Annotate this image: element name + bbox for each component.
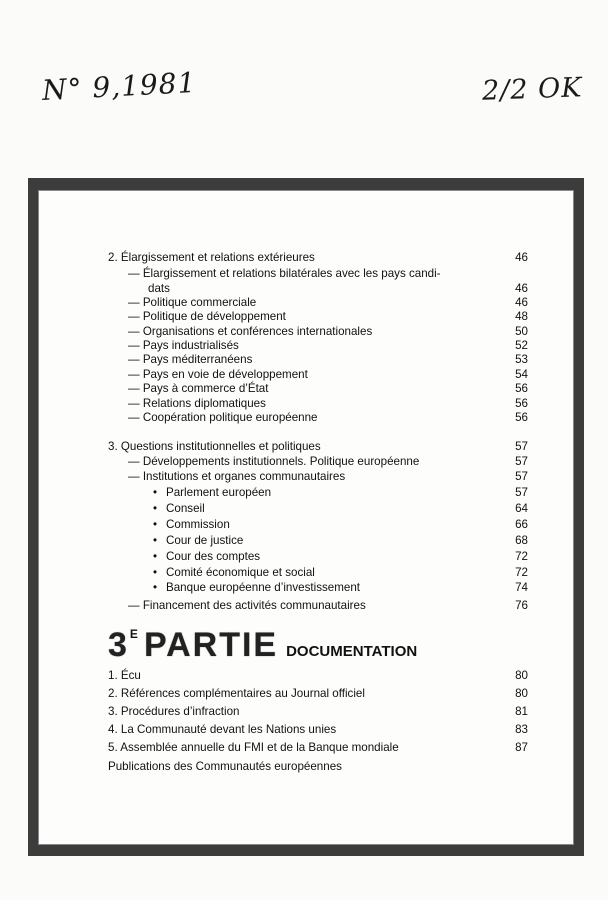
section-3-title: 3. Questions institutionnelles et politiques: [108, 440, 321, 453]
toc-entry: 5. Assemblée annuelle du FMI et de la Banque mondiale: [108, 741, 399, 754]
toc-entry: — Pays méditerranéens: [128, 353, 253, 366]
toc-entry: — Politique de développement: [128, 310, 286, 323]
toc-entry: — Relations diplomatiques: [128, 397, 266, 410]
contents-frame: [28, 178, 584, 856]
toc-bullet-entry: • Parlement européen: [144, 486, 271, 500]
toc-page: 56: [515, 397, 528, 410]
toc-page: 54: [515, 368, 528, 381]
toc-bullet-entry: • Comité économique et social: [144, 566, 315, 580]
toc-page: 80: [515, 687, 528, 700]
toc-bullet-entry: • Cour de justice: [144, 534, 243, 548]
toc-entry: — Pays industrialisés: [128, 339, 239, 352]
section-2-title: 2. Élargissement et relations extérieures: [108, 251, 315, 264]
toc-page: 57: [515, 470, 528, 483]
bullet-icon: •: [152, 566, 158, 579]
contents-body: [38, 190, 574, 845]
toc-bullet-entry: • Cour des comptes: [144, 550, 260, 564]
toc-page: 57: [515, 486, 528, 499]
toc-footer-entry: Publications des Communautés européennes: [108, 760, 342, 773]
toc-page: 80: [515, 669, 528, 682]
toc-entry: — Élargissement et relations bilatérales avec les pays candi-: [128, 267, 441, 280]
toc-entry: dats: [148, 282, 170, 295]
handwritten-issue-number: N° 9,1981: [41, 65, 198, 108]
toc-page: 46: [515, 296, 528, 309]
bullet-icon: •: [152, 581, 158, 594]
toc-entry: — Pays en voie de développement: [128, 368, 308, 381]
toc-entry: — Coopération politique européenne: [128, 411, 318, 424]
part-heading: [108, 626, 417, 665]
toc-page: 46: [515, 282, 528, 295]
toc-page: 53: [515, 353, 528, 366]
bullet-icon: •: [152, 486, 158, 499]
toc-entry: — Pays à commerce d’État: [128, 382, 269, 395]
toc-page: 83: [515, 723, 528, 736]
toc-page: 72: [515, 550, 528, 563]
part-number: 3: [108, 626, 129, 664]
toc-entry: — Financement des activités communautaires: [128, 599, 366, 612]
toc-page: 74: [515, 581, 528, 594]
part-superscript: E: [129, 627, 138, 641]
bullet-icon: •: [152, 502, 158, 515]
section-3-page: 57: [515, 440, 528, 453]
toc-page: 76: [515, 599, 528, 612]
part-word: PARTIE: [143, 626, 279, 664]
part-label: DOCUMENTATION: [286, 643, 418, 660]
toc-bullet-entry: • Banque européenne d’investissement: [144, 581, 360, 595]
toc-page: 48: [515, 310, 528, 323]
toc-entry: 3. Procédures d’infraction: [108, 705, 240, 718]
toc-page: 50: [515, 325, 528, 338]
toc-page: 87: [515, 741, 528, 754]
bullet-icon: •: [152, 534, 158, 547]
section-2-page: 46: [515, 251, 528, 264]
toc-page: 56: [515, 411, 528, 424]
handwritten-check-note: 2/2 OK: [481, 72, 583, 107]
toc-entry: — Institutions et organes communautaires: [128, 470, 346, 483]
toc-bullet-entry: • Commission: [144, 518, 230, 532]
toc-entry: 4. La Communauté devant les Nations unies: [108, 723, 337, 736]
toc-entry: 2. Références complémentaires au Journal officiel: [108, 687, 365, 700]
toc-entry: — Politique commerciale: [128, 296, 257, 309]
toc-entry: — Organisations et conférences internationales: [128, 325, 373, 338]
toc-page: 56: [515, 382, 528, 395]
toc-bullet-entry: • Conseil: [144, 502, 205, 516]
toc-page: 68: [515, 534, 528, 547]
toc-page: 57: [515, 455, 528, 468]
toc-entry: 1. Écu: [108, 669, 141, 682]
toc-page: 52: [515, 339, 528, 352]
bullet-icon: •: [152, 550, 158, 563]
toc-entry: — Développements institutionnels. Politique européenne: [128, 455, 420, 468]
toc-page: 81: [515, 705, 528, 718]
bullet-icon: •: [152, 518, 158, 531]
toc-page: 72: [515, 566, 528, 579]
toc-page: 64: [515, 502, 528, 515]
toc-page: 66: [515, 518, 528, 531]
